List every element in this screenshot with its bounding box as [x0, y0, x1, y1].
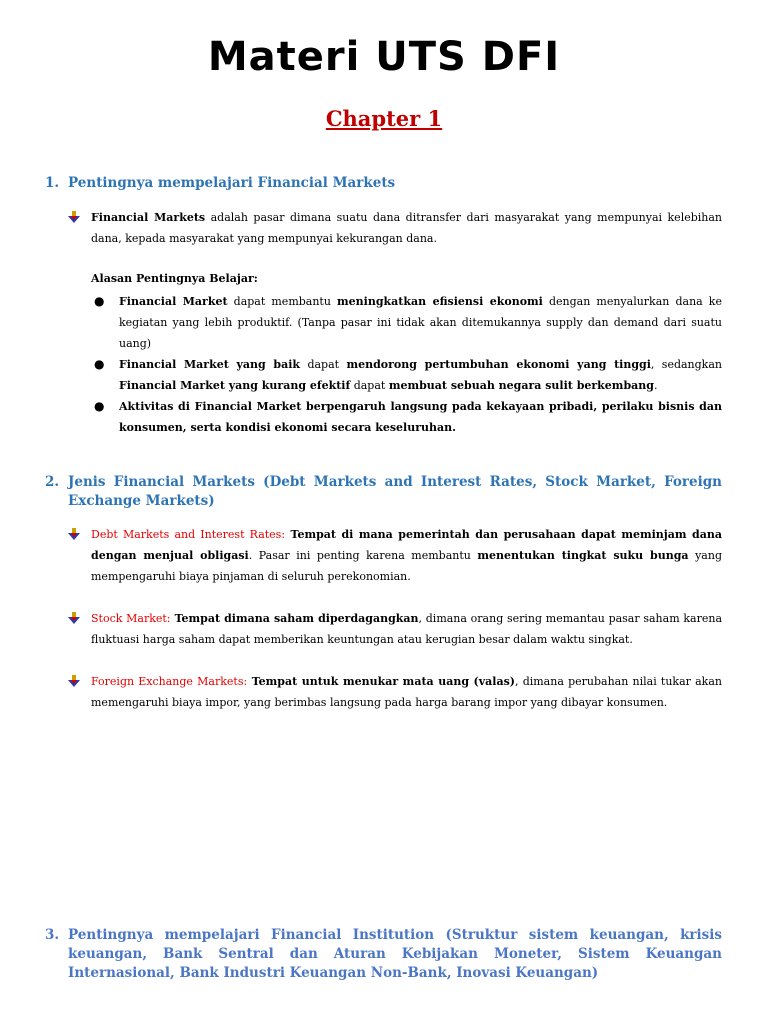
bullet-dot-icon: ● [94, 357, 105, 371]
text: dapat [300, 358, 347, 371]
text: dapat [350, 379, 389, 392]
text: . [653, 379, 658, 392]
arrow-bullet-icon [68, 211, 80, 223]
text-bold: mendorong pertumbuhan ekonomi yang tinggi [346, 358, 651, 371]
text-bold: Financial Market yang kurang efektif [119, 379, 351, 392]
section-1-number: 1. [45, 175, 60, 191]
section-1-heading [45, 174, 722, 193]
text-bold: Tempat dimana saham diperdagangkan [170, 612, 419, 625]
text: , dimana perubahan nilai tukar akan memengaruhi biaya impor, yang berimbas langsung pada harga barang impor yang dibayar konsumen. [91, 675, 722, 709]
stock-market-item [68, 608, 722, 650]
text-bold: Tempat untuk menukar mata uang (valas) [247, 675, 515, 688]
section-2-title: Jenis Financial Markets (Debt Markets and Interest Rates, Stock Market, Foreign Exchange Markets) [68, 474, 722, 509]
text: , sedangkan [650, 358, 722, 371]
foreign-exchange-item [68, 671, 722, 713]
definition-item [68, 207, 722, 249]
section-2-number: 2. [45, 474, 60, 490]
definition-text: adalah pasar dimana suatu dana ditransfer dari masyarakat yang mempunyai kelebihan dana, kepada masyarakat yang mempunyai kekurangan dana. [91, 211, 723, 245]
text: , dimana orang sering memantau pasar saham karena fluktuasi harga saham dapat memberikan keuntungan atau kerugian besar dalam waktu singkat. [91, 612, 722, 646]
text: dengan menyalurkan dana ke kegiatan yang lebih produktif. (Tanpa pasar ini tidak akan ditemukannya supply dan demand dari suatu uang) [119, 295, 722, 350]
section-3-title: Pentingnya mempelajari Financial Institution (Struktur sistem keuangan, krisis keuangan, Bank Sentral dan Aturan Kebijakan Moneter, Sistem Keuangan Internasional, Bank Industri Keuangan Non-Bank, Inovasi Keuangan) [68, 927, 722, 981]
bullet-dot-icon: ● [94, 294, 105, 308]
reason-bullet-1 [91, 291, 722, 354]
reason-bullet-3 [91, 396, 722, 438]
chapter-heading: Chapter 1 [325, 106, 443, 131]
debt-markets-label: Debt Markets and Interest Rates: [91, 528, 286, 541]
debt-markets-item [68, 524, 722, 587]
text-bold: Financial Market yang baik [119, 358, 301, 371]
reasons-label: Alasan Pentingnya Belajar: [91, 272, 258, 285]
section-1-title: Pentingnya mempelajari Financial Markets [68, 175, 396, 191]
text: yang mempengaruhi biaya pinjaman di seluruh perekonomian. [91, 549, 722, 583]
text-bold: Tempat di mana pemerintah dan perusahaan dapat meminjam dana dengan menjual obligasi [91, 528, 722, 562]
text: . Pasar ini penting karena membantu [248, 549, 478, 562]
text: dapat membantu [227, 295, 338, 308]
section-2-heading [45, 473, 722, 511]
section-3-number: 3. [45, 927, 60, 943]
bullet-dot-icon: ● [94, 399, 105, 413]
foreign-exchange-label: Foreign Exchange Markets: [91, 675, 248, 688]
text-bold: meningkatkan efisiensi ekonomi [337, 295, 543, 308]
document-title: Materi UTS DFI [207, 34, 561, 80]
text-bold: Financial Market [119, 295, 228, 308]
arrow-bullet-icon [68, 612, 80, 624]
reason-bullet-2 [91, 354, 722, 396]
arrow-bullet-icon [68, 675, 80, 687]
section-3-heading [45, 926, 722, 983]
arrow-bullet-icon [68, 528, 80, 540]
definition-term: Financial Markets [91, 211, 206, 224]
text-bold: membuat sebuah negara sulit berkembang [388, 379, 654, 392]
stock-market-label: Stock Market: [91, 612, 171, 625]
text-bold: menentukan tingkat suku bunga [477, 549, 689, 562]
text-bold: Aktivitas di Financial Market berpengaruh langsung pada kekayaan pribadi, perilaku bisnis dan konsumen, serta kondisi ekonomi secara keseluruhan. [119, 400, 722, 434]
